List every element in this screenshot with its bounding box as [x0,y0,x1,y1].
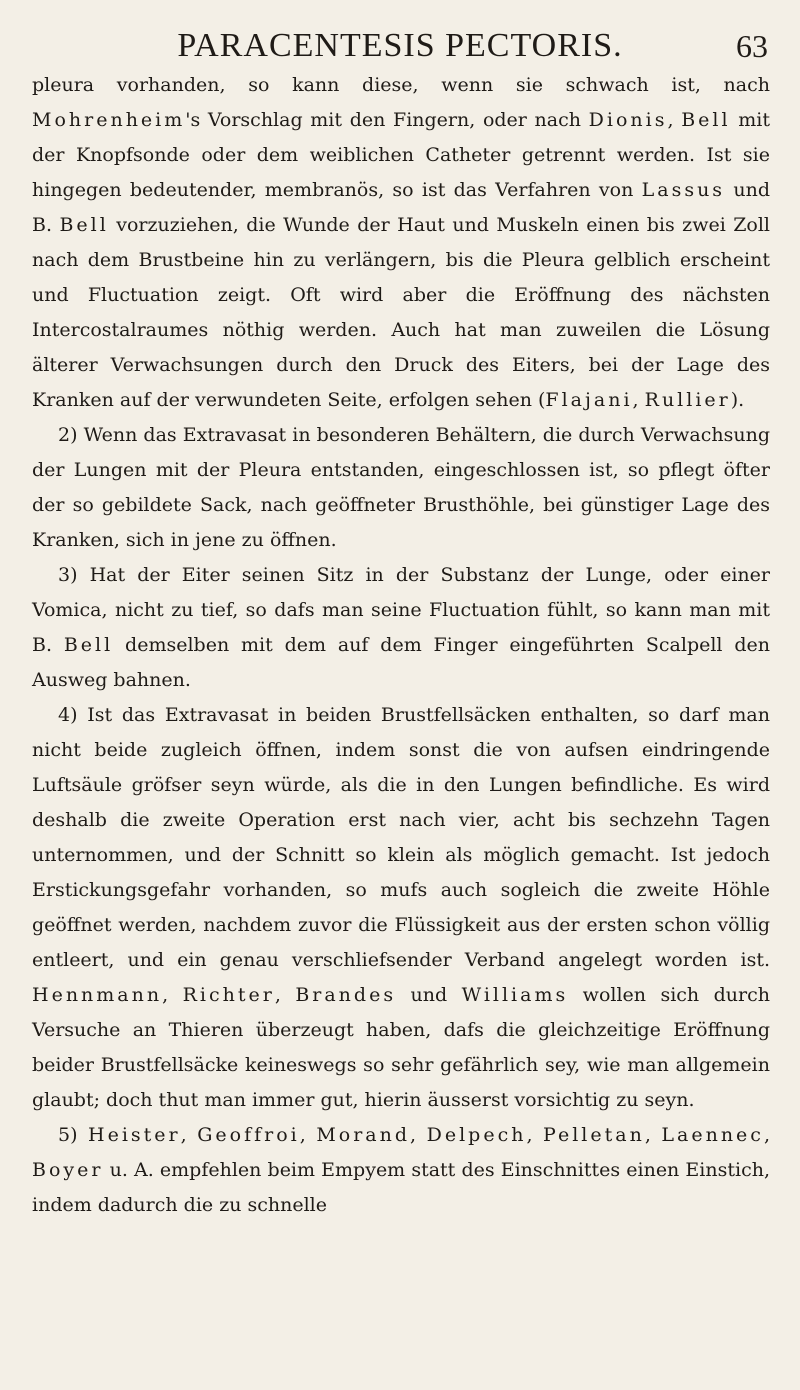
text-run: , [162,984,183,1006]
page-number: 63 [736,28,768,64]
author-name: Mohrenheim [32,109,186,131]
page-header [0,26,800,66]
text-run: und [396,984,462,1006]
text-run: 3) Hat der Eiter seinen Sitz in der Substanz der Lunge, oder einer Vomica, nicht zu tief, so dafs man seine Fluctuation fühlt, so kann man mit B. [32,564,770,656]
author-name: Dionis [588,109,668,131]
text-run: u. A. empfehlen beim Empyem statt des Einschnittes einen Einstich, indem dadurch die zu schnelle [32,1159,770,1216]
text-run: 4) Ist das Extravasat in beiden Brustfellsäcken enthalten, so darf man nicht beide zugleich öffnen, indem sonst die von aufsen eindringende Luftsäule gröfser seyn würde, als die in den Lungen befindliche. Es wird deshalb die zweite Operation erst nach vier, acht bis sechzehn Tagen unternommen, und der Schnitt so klein als möglich gemacht. Ist jedoch Erstickungsgefahr vorhanden, so mufs auch sogleich die zweite Höhle geöffnet werden, nachdem zuvor die Flüssigkeit aus der ersten schon völlig entleert, und ein genau verschliefsender Verband angelegt worden ist. [32,704,770,971]
author-name: Lassus [641,179,726,201]
text-run: 's Vorschlag mit den Fingern, oder nach [185,109,589,131]
paragraph [32,698,770,1118]
paragraph [32,1118,770,1223]
text-run: , [180,1124,198,1146]
author-name: Delpech [426,1124,527,1146]
text-run: , [410,1124,427,1146]
text-run: vorzuziehen, die Wunde der Haut und Muskeln einen bis zwei Zoll nach dem Brustbeine hin zu verlängern, bis die Pleura gelblich erscheint und Fluctuation zeigt. Oft wird aber die Eröffnung des nächsten Intercostalraumes nöthig werden. Auch hat man zuweilen die Lösung älterer Verwachsungen durch den Druck des Eiters, bei der Lage des Kranken auf der verwundeten Seite, erfolgen sehen ( [32,214,770,411]
text-run: , [299,1124,317,1146]
author-name: Morand [316,1124,411,1146]
text-run: 5) [58,1124,89,1146]
paragraph [32,68,770,418]
author-name: Richter [182,984,275,1006]
author-name: Brandes [295,984,397,1006]
text-run: , [274,984,296,1006]
text-run: ). [730,389,745,411]
author-name: Heister [88,1124,181,1146]
running-title: PARACENTESIS PECTORIS. [177,27,623,64]
text-run: , [644,1124,662,1146]
text-run: 2) Wenn das Extravasat in besonderen Behältern, die durch Verwachsung der Lungen mit der Pleura entstanden, eingeschlossen ist, so pflegt öfter der so gebildete Sack, nach geöffneter Brusthöhle, bei günstiger Lage des Kranken, sich in jene zu öffnen. [32,424,770,551]
author-name: Bell [681,109,731,131]
author-name: Hennmann [32,984,163,1006]
text-run: und B. [32,179,770,236]
author-name: Flajani [545,389,633,411]
author-name: Williams [461,984,569,1006]
text-run: mit der Knopfsonde oder dem weiblichen Catheter getrennt werden. Ist sie hingegen bedeutender, membranös, so ist das Verfahren von [32,109,770,201]
text-run: demselben mit dem auf dem Finger eingeführten Scalpell den Ausweg bahnen. [32,634,770,691]
text-run: wollen sich durch Versuche an Thieren überzeugt haben, dafs die gleichzeitige Eröffnung beider Brustfellsäcke keineswegs so sehr gefährlich sey, wie man allgemein glaubt; doch thut man immer gut, hierin äusserst vorsichtig zu seyn. [32,984,770,1111]
author-name: Laennec [661,1124,764,1146]
author-name: Boyer [32,1159,104,1181]
body-text [32,68,770,1223]
author-name: Bell [59,214,109,236]
author-name: Pelletan [543,1124,645,1146]
paragraph [32,418,770,558]
text-run: , [763,1124,770,1146]
text-run: , [667,109,682,131]
text-run: , [526,1124,544,1146]
author-name: Rullier [644,389,731,411]
text-run: , [632,389,645,411]
text-run: pleura vorhanden, so kann diese, wenn sie schwach ist, nach [32,74,770,96]
author-name: Geoffroi [197,1124,300,1146]
author-name: Bell [63,634,114,656]
paragraph [32,558,770,698]
